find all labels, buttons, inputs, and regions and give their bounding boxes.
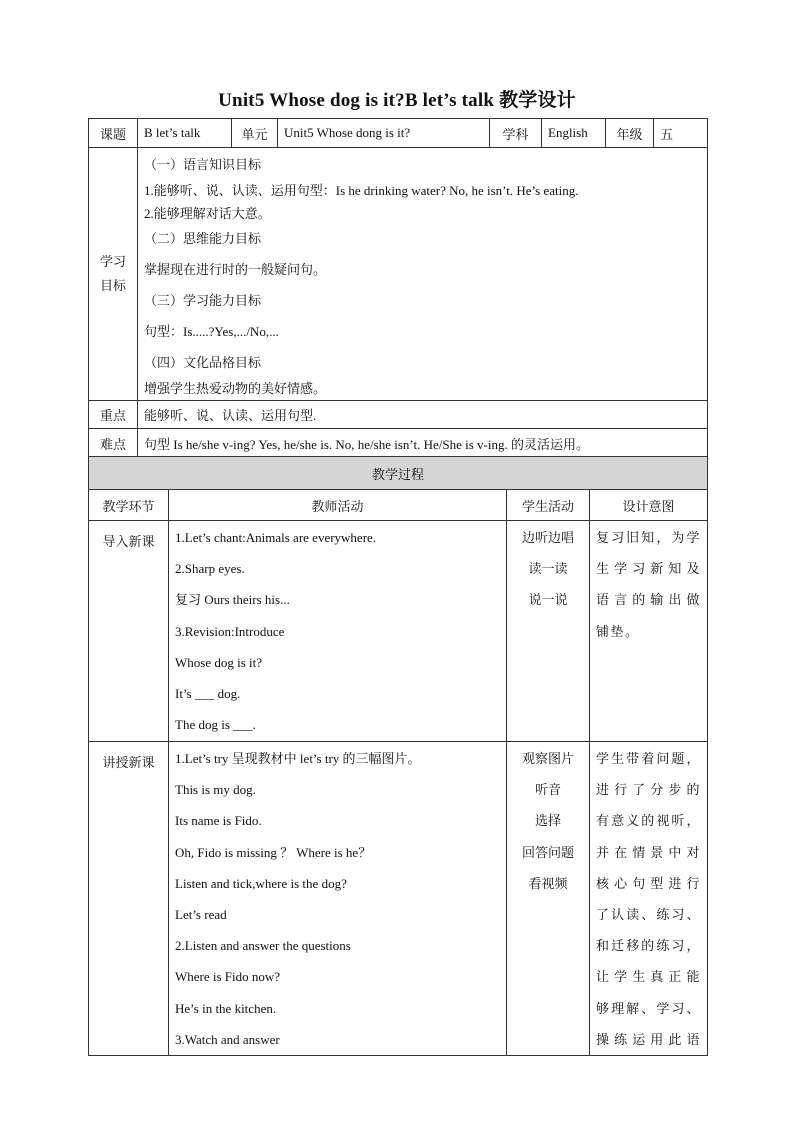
objectives-content [138,148,708,401]
teacher-activity-line: The dog is ___. [175,717,256,733]
process-table [88,456,708,1056]
table-row [89,742,708,1056]
objectives-label-line-1: 学习 [99,254,126,269]
process-heading: 教学过程 [89,457,708,490]
objective-line: 1.能够听、说、认读、运用句型：Is he drinking water? No, he isn’t. He’s eating. [144,183,579,198]
student-activity-line: 听音 [534,782,561,798]
teacher-activity-cell [169,521,507,742]
unit-value: Unit5 Whose dong is it? [278,119,490,148]
teacher-activity-line: It’s ___ dog. [175,686,241,702]
design-intent-line: 让学生真正能 [596,969,702,985]
student-activity-line: 说一说 [528,592,568,608]
difficulty-value: 句型 Is he/she v-ing? Yes, he/she is. No, he/she isn’t. He/She is v-ing. 的灵活运用。 [138,429,708,459]
subject-value: English [542,119,606,148]
design-intent-line: 生学习新知及 [596,561,702,577]
design-intent-line: 够理解、学习、 [596,1000,702,1016]
teacher-activity-line: Listen and tick,where is the dog? [175,875,347,891]
teacher-activity-line: 3.Revision:Introduce [175,623,285,639]
objective-line: （一）语言知识目标 [144,157,262,172]
objective-line: 增强学生热爱动物的美好情感。 [144,381,327,396]
design-intent-line: 复习旧知，为学 [596,530,702,545]
student-activity-line: 回答问题 [521,844,574,860]
student-activity-cell [507,742,590,1056]
design-intent-line: 和迁移的练习， [596,938,702,954]
key-points-label: 重点 [89,401,138,429]
teacher-activity-line: This is my dog. [175,782,256,798]
student-activity-line: 选择 [534,813,561,829]
subject-label: 学科 [490,119,542,148]
design-intent-line: 核心句型进行 [596,875,702,891]
stage-cell: 讲授新课 [89,742,169,1056]
stage-cell: 导入新课 [89,521,169,742]
teacher-activity-line: Oh, Fido is missing ？ Where is he？ [175,844,372,860]
teacher-activity-line: Its name is Fido. [175,813,262,829]
objectives-label [89,148,138,401]
teacher-activity-line: 2.Sharp eyes. [175,561,245,577]
student-activity-line: 边听边唱 [521,530,574,545]
document-title: Unit5 Whose dog is it?B let’s talk 教学设计 [218,90,576,111]
teacher-activity-line: 2.Listen and answer the questions [175,938,351,954]
teacher-activity-line: Whose dog is it? [175,654,263,670]
difficulty-label: 难点 [89,429,138,459]
teacher-activity-line: 1.Let’s chant:Animals are everywhere. [175,530,377,545]
design-intent-line: 并在情景中对 [596,844,702,860]
key-points-value: 能够听、说、认读、运用句型. [138,401,708,429]
table-row [89,521,708,742]
student-activity-line: 看视频 [528,875,568,891]
grade-label: 年级 [606,119,654,148]
student-activity-cell [507,521,590,742]
objective-line: 掌握现在进行时的一般疑问句。 [144,262,327,277]
teacher-activity-cell [169,742,507,1056]
teacher-activity-line: 3.Watch and answer [175,1031,280,1047]
objective-line: 句型：Is.....?Yes,.../No,... [144,324,279,339]
topic-value: B let’s talk [138,119,232,148]
design-intent-line: 语言的输出做 [596,592,702,608]
teacher-activity-line: 1.Let’s try 呈现教材中 let’s try 的三幅图片。 [175,751,421,766]
topic-label: 课题 [89,119,138,148]
design-intent-cell [590,521,708,742]
grade-value: 五 [654,119,708,148]
objectives-label-line-2: 目标 [99,278,126,293]
student-activity-line: 观察图片 [521,751,574,766]
column-header-student: 学生活动 [507,490,590,521]
teacher-activity-line: 复习 Ours theirs his... [175,592,290,608]
column-header-intent: 设计意图 [590,490,708,521]
teacher-activity-line: Let’s read [175,907,227,923]
info-table [88,118,708,459]
design-intent-line: 有意义的视听， [596,813,702,829]
design-intent-line: 进行了分步的 [596,782,702,798]
objective-line: （二）思维能力目标 [144,231,262,246]
objective-line: （四）文化品格目标 [144,355,262,370]
design-intent-line: 了认读、练习、 [596,907,702,923]
teacher-activity-line: He’s in the kitchen. [175,1000,277,1016]
objective-line: （三）学习能力目标 [144,293,262,308]
design-intent-line: 铺垫。 [596,623,640,639]
design-intent-line: 学生带着问题， [596,751,702,766]
design-intent-line: 操练运用此语 [596,1031,702,1047]
design-intent-cell [590,742,708,1056]
student-activity-line: 读一读 [528,561,568,577]
unit-label: 单元 [232,119,278,148]
teacher-activity-line: Where is Fido now? [175,969,281,985]
column-header-teacher: 教师活动 [169,490,507,521]
column-header-stage: 教学环节 [89,490,169,521]
objective-line: 2.能够理解对话大意。 [144,206,271,221]
